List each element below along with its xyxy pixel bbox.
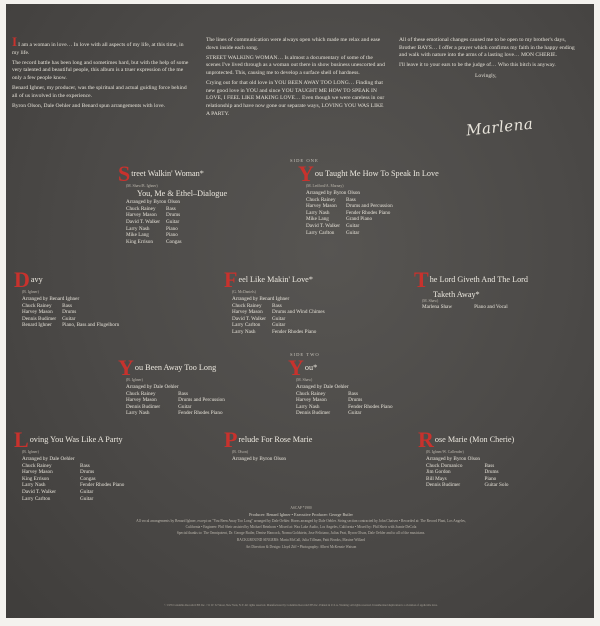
personnel-row: David T. Walker Guitar — [232, 315, 286, 322]
track-davy — [14, 267, 120, 329]
personnel-row: David T. Walker Guitar — [306, 222, 360, 229]
arranger-credit: Arranged by Byron Olson — [232, 456, 287, 462]
dropcap: Y — [288, 355, 304, 380]
liner-paragraph: Crying out for that old love in YOU BEEN AWAY TOO LONG… Finding that new good love in YOU and since YOU TAUGHT ME HOW TO SPEAK IN LOVE, I FEEL LIKE MAKING LOVE… Even though we were careless in our relationship and have now gone our separate ways, LOVING YOU WAS LIKE A PARTY. — [206, 80, 385, 117]
liner-notes-col-3 — [399, 37, 577, 83]
track-prelude-for-rose-marie — [224, 427, 313, 463]
dropcap: F — [224, 267, 238, 292]
personnel-row: Larry Nash Fender Rhodes Piano — [296, 403, 393, 410]
side-two-label: SIDE TWO — [290, 352, 320, 357]
personnel-row: Harvey Mason Drums and Percussion — [306, 203, 393, 210]
track-title: treet Walkin' Woman* — [131, 169, 204, 178]
personnel-list — [126, 206, 182, 246]
personnel-list — [22, 463, 124, 503]
personnel-row: Harvey Mason Drums — [22, 309, 77, 316]
personnel-row: King Errison Congas — [22, 475, 96, 482]
arranger-credit: Arranged by Dale Oehler — [126, 384, 179, 390]
personnel-row: Harvey Mason Drums and Percussion — [126, 397, 225, 404]
personnel-list — [422, 304, 508, 311]
personnel-row: Larry Nash Fender Rhodes Piano — [306, 209, 391, 216]
personnel-row: Dennis Budimer Guitar — [22, 315, 76, 322]
personnel-row: Larry Nash Piano — [126, 225, 178, 232]
credits-paragraph: All vocal arrangements by Benard Ighner, except on "You Been Away Too Long" arranged by Dale Oehler. Horns arranged by Dale Oehler. String section contracted by John Chaisen • Recorded at: The Record Plant, Los Angeles, California • Engineer: Phil Sheir assisted by Michael Beinhorn • Mixed at: Wax Lake Audio, Los Angeles, California • Mixed by: Phil Sheir with Joanie DeCola — [136, 519, 466, 529]
track-title: ou* — [304, 363, 318, 372]
track-title: he Lord Giveth And The Lord — [429, 275, 528, 284]
personnel-row: David T. Walker Guitar — [22, 488, 94, 495]
personnel-row: Mike Lang Piano — [126, 232, 178, 239]
liner-paragraph: II am a woman in love… In love with all aspects of my life, at this time, in my life. — [12, 34, 184, 56]
arranger-credit: Arranged by Benard Ighner — [22, 296, 80, 302]
track-rose-marie — [418, 427, 515, 489]
songwriter-credit: (M. Shaw) — [422, 299, 439, 304]
personnel-row: Benard Ighner Piano, Bass and Flugelhorn — [22, 322, 120, 329]
arranger-credit: Arranged by Byron Olson — [126, 199, 181, 206]
ascap-notice: ASCAP *1980 — [290, 506, 312, 510]
personnel-row: David T. Walker Guitar — [126, 218, 180, 225]
personnel-list — [232, 303, 325, 336]
credits-paragraph: Art Direction & Design: Lloyd Ziff • Photography: Albert McKenzie Watson — [245, 544, 357, 549]
liner-paragraph: The lines of communication were always open which made me relax and ease down inside each song. — [206, 37, 381, 51]
songwriter-credit: (G. McDaniels) — [232, 290, 256, 294]
songwriter-credit: (B. Ighner/W. Callender) — [426, 450, 464, 454]
personnel-row: Larry Nash Fender Rhodes Piano — [126, 410, 223, 417]
track-title: Taketh Away* — [433, 290, 480, 299]
track-title: ou Taught Me How To Speak In Love — [314, 169, 439, 178]
dropcap: R — [418, 427, 434, 452]
personnel-row: Harvey Mason Drums and Wind Chimes — [232, 309, 325, 316]
personnel-row: Larry Carlton Guitar — [306, 229, 360, 236]
liner-paragraph: Byron Olson, Dale Oehler and Benard spun arrangements with love. — [12, 102, 166, 109]
liner-notes-col-2 — [206, 37, 386, 121]
liner-paragraph: I'll leave it to your ears to be the judge of… Who this bitch is anyway. — [399, 62, 556, 69]
dropcap: D — [14, 267, 30, 292]
arranger-credit: Arranged by Dale Oehler — [296, 384, 349, 390]
track-title: You, Me & Ethel–Dialogue — [137, 189, 228, 198]
personnel-row: Chuck Domanico Bass — [426, 462, 495, 469]
track-the-lord-giveth — [414, 267, 528, 311]
personnel-row: Mike Lang Grand Piano — [306, 216, 373, 223]
dropcap: L — [14, 427, 29, 452]
personnel-list — [296, 391, 393, 417]
track-title: oving You Was Like A Party — [29, 435, 123, 444]
dropcap: T — [414, 267, 429, 292]
track-title: ou Been Away Too Long — [134, 363, 217, 372]
personnel-list — [426, 463, 509, 489]
dropcap: Y — [118, 355, 134, 380]
personnel-row: Chuck Rainey Bass — [22, 302, 72, 309]
songwriter-credit: (M. Shaw) — [296, 378, 313, 382]
songwriter-credit: (B. Olson) — [232, 450, 249, 454]
side-one-label: SIDE ONE — [290, 158, 319, 163]
liner-notes-col-1 — [12, 34, 192, 113]
production-credits — [136, 506, 466, 551]
track-title: ose Marie (Mon Cherie) — [434, 435, 515, 444]
songwriter-credit: (B. Ighner) — [126, 378, 143, 382]
track-title: avy — [30, 275, 43, 284]
liner-paragraph: Benard Ighner, my producer, was the spiritual and actual guiding force behind all of us involved in the experience. — [12, 85, 187, 99]
arranger-credit: Arranged by Byron Olson — [426, 456, 481, 462]
copyright-notice: © 1976 Columbia Records/CBS Inc. / 51 W. 52 Street, New York, N.Y. All rights reserved. Manufactured by Columbia Records/CBS Inc. Printed in U.S.A. Warning: All rights reserved. Unauthorized duplication is a violation of applicable laws. — [164, 604, 438, 607]
track-loving-you-was-like-a-party — [14, 427, 125, 502]
signature: Marlena — [465, 114, 535, 140]
personnel-row: Larry Nash Fender Rhodes Piano — [232, 328, 317, 335]
track-street-walkin-woman — [118, 161, 228, 245]
personnel-row: Jim Gordon Drums — [426, 469, 499, 476]
songwriter-credit: (M. Shaw/B. Ighner) — [126, 184, 158, 188]
track-you-been-away-too-long — [118, 355, 225, 417]
personnel-row: Larry Carlton Guitar — [22, 495, 94, 502]
personnel-row: Chuck Rainey Bass — [306, 196, 356, 203]
liner-paragraph: Lovingly, — [475, 72, 497, 79]
track-feel-like-makin-love — [224, 267, 325, 336]
songwriter-credit: (M. Ledford/A. Marnay) — [306, 184, 344, 188]
personnel-row: Bill Mays Piano — [426, 475, 497, 482]
personnel-row: Chuck Rainey Bass — [126, 205, 176, 212]
track-title: eel Like Makin' Love* — [238, 275, 313, 284]
credits-paragraph: Special thanks to: The Omnipotent, Dr. George Butler, Denise Hancock, Norma Goldstein, Jose Feliciano, Julius Peat, Byron Olson, Dale Oehler and to all of the musicians. — [176, 531, 426, 536]
arranger-credit: Arranged by Byron Olson — [306, 190, 361, 196]
track-you — [288, 355, 393, 417]
album-back-cover — [6, 4, 594, 618]
personnel-row: Harvey Mason Drums — [22, 469, 95, 476]
liner-paragraph: STREET WALKING WOMAN… Is almost a documentary of some of the scenes I've lived through as a woman out there in show business unescorted and unprotected. This, causing me to develop a surface shell of hardness. — [206, 54, 385, 76]
personnel-row: Harvey Mason Drums — [296, 397, 363, 404]
personnel-row: Harvey Mason Drums — [126, 212, 181, 219]
dropcap: P — [224, 427, 238, 452]
personnel-row: Larry Nash Fender Rhodes Piano — [22, 482, 125, 489]
dropcap: S — [118, 161, 131, 186]
track-you-taught-me — [298, 161, 439, 236]
producer-credit: Producer: Benard Ighner • Executive Producer: George Butler — [249, 512, 353, 518]
personnel-row: Dennis Budimer Guitar — [296, 410, 362, 417]
personnel-row: Chuck Rainey Bass — [126, 390, 188, 397]
personnel-list — [306, 197, 393, 237]
personnel-row: Chuck Rainey Bass — [296, 390, 358, 397]
arranger-credit: Arranged by Benard Ighner — [232, 296, 290, 302]
personnel-row: Chuck Rainey Bass — [22, 462, 90, 469]
personnel-row: Marlena Shaw Piano and Vocal — [422, 304, 508, 311]
songwriter-credit: (B. Ighner) — [22, 290, 39, 294]
liner-paragraph: All of these emotional changes caused me to be open to my brother's days, Brother BAYS… I offer a prayer which confirms my faith in the happy ending and walk with nature into the arms of a lasting love… MON CHERIE. — [399, 37, 575, 59]
personnel-list — [22, 303, 119, 329]
personnel-row: Larry Carlton Guitar — [232, 322, 286, 329]
arranger-credit: Arranged by Dale Oehler — [22, 456, 75, 462]
liner-paragraph: The record battle has been long and sometimes hard, but with the help of some very talented and beautiful people, this album is a truer expression of the me only a few people know. — [12, 59, 189, 81]
songwriter-credit: (B. Ighner) — [22, 450, 39, 454]
personnel-row: Dennis Budimer Guitar Solo — [426, 482, 509, 489]
personnel-row: Dennis Budimer Guitar — [126, 403, 192, 410]
dropcap: I — [12, 34, 18, 49]
personnel-row: King Errison Congas — [126, 238, 182, 245]
track-title: relude For Rose Marie — [238, 435, 313, 444]
personnel-row: Chuck Rainey Bass — [232, 302, 282, 309]
personnel-list — [126, 391, 225, 417]
credits-paragraph: BACKGROUND SINGERS: Maria McCall, Julia Tillman, Patti Brooks, Maxine Willard — [236, 538, 366, 543]
dropcap: Y — [298, 161, 314, 186]
